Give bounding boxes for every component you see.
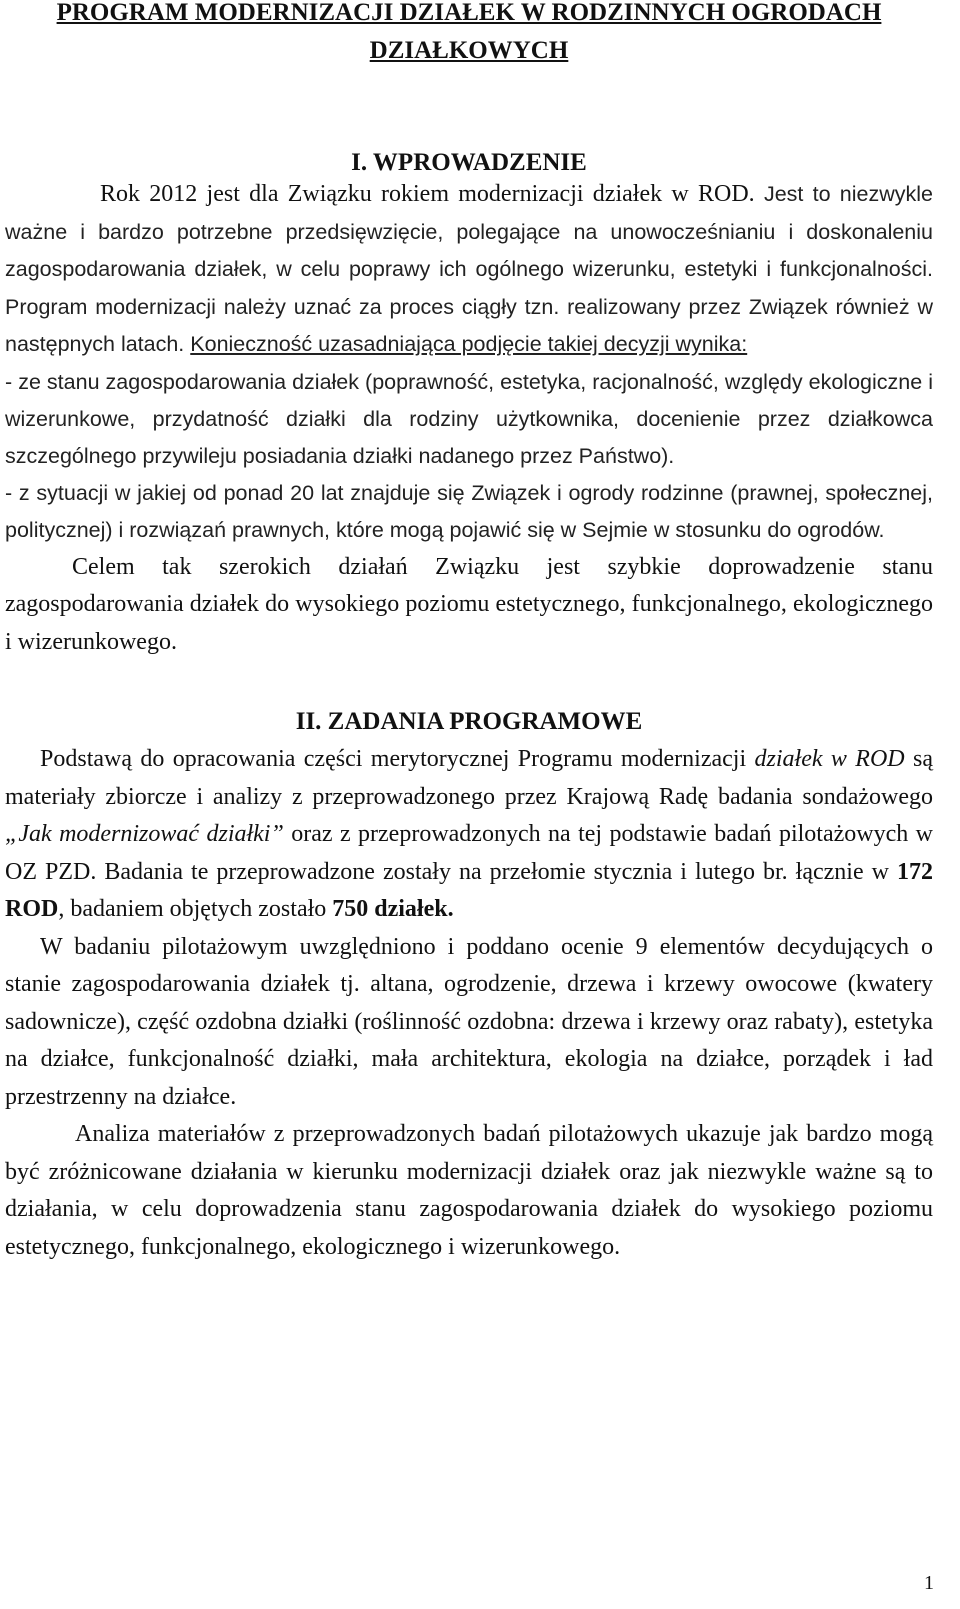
intro-body-text: Jest to niezwykle ważne i bardzo potrzebne przedsięwzięcie, polegające na unowocześnianiu i doskonaleniu zagospodarowania działek, w celu poprawy ich ogólnego wizerunku, estetyki i funkcjonalności. Program modernizacji należy uznać za proces ciągły tzn. realizowany przez Związek również w następnych latach. xyxy=(5,182,933,356)
section-heading-introduction: I. WPROWADZENIE xyxy=(351,149,587,176)
goal-paragraph: Celem tak szerokich działań Związku jest szybkie doprowadzenie stanu zagospodarowania działek do wysokiego poziomu estetycznego, funkcjonalnego, ekologicznego i wizerunkowego. xyxy=(5,553,933,655)
tasks-paragraph-3: Analiza materiałów z przeprowadzonych badań pilotażowych ukazuje jak bardzo mogą być zróżnicowane działania w kierunku modernizacji działek oraz jak niezwykle ważne są to działania, w celu doprowadzenia stanu zagospodarowania działek do wysokiego poziomu estetycznego, funkcjonalnego, ekologicznego i wizerunkowego. xyxy=(5,1121,933,1260)
section-heading-program-tasks: II. ZADANIA PROGRAMOWE xyxy=(295,708,643,735)
tasks-count-rod: 172 ROD xyxy=(5,858,933,922)
tasks-text-italic-survey: „Jak modernizować działki” xyxy=(5,821,284,847)
intro-lead-sentence: Rok 2012 jest dla Związku rokiem modernizacji działek w ROD. xyxy=(100,181,764,207)
intro-underlined-reason: Konieczność uzasadniająca podjęcie takiej decyzji wynika: xyxy=(190,332,748,356)
tasks-text-g: , badaniem objętych zostało xyxy=(58,896,333,922)
document-title: PROGRAM MODERNIZACJI DZIAŁEK W RODZINNYCH OGRODACH DZIAŁKOWYCH xyxy=(56,0,882,64)
tasks-text-c: są materiały zbiorcze i analizy z przeprowadzonego przez Krajową Radę badania sondażowego xyxy=(5,746,934,810)
tasks-paragraph-1 xyxy=(5,741,933,929)
reason-list-item-1: - ze stanu zagospodarowania działek (poprawność, estetyka, racjonalność, względy ekologiczne i wizerunkowe, przydatność działki dla rodziny użytkownika, docenienie przez działkowca szczególnego przywileju posiadania działki nadanego przez Państwo). xyxy=(5,369,933,468)
document-page xyxy=(5,0,933,1266)
reason-list-item-2: - z sytuacji w jakiej od ponad 20 lat znajduje się Związek i ogrody rodzinne (prawnej, społecznej, politycznej) i rozwiązań prawnych, które mogą pojawić się w Sejmie w stosunku do ogrodów. xyxy=(5,480,933,542)
tasks-paragraph-2: W badaniu pilotażowym uwzględniono i poddano ocenie 9 elementów decydujących o stanie zagospodarowania działek tj. altana, ogrodzenie, drzewa i krzewy owocowe (kwatery sadownicze), część ozdobna działki (roślinność ozdobna: drzewa i krzewy oraz rabaty), estetyka na działce, funkcjonalność działki, mała architektura, ekologia na działce, porządek i ład przestrzenny na działce. xyxy=(5,933,933,1110)
tasks-text-italic-program: działek w ROD xyxy=(754,746,905,772)
tasks-text-e: oraz z przeprowadzonych na tej podstawie badań pilotażowych w OZ PZD. Badania te przeprowadzone zostały na przełomie stycznia i lutego br. łącznie w xyxy=(5,821,933,885)
intro-paragraph xyxy=(5,176,933,364)
page-number: 1 xyxy=(924,1572,934,1594)
tasks-count-plots: 750 działek. xyxy=(332,896,454,922)
tasks-text-a: Podstawą do opracowania części merytorycznej Programu modernizacji xyxy=(40,746,755,772)
